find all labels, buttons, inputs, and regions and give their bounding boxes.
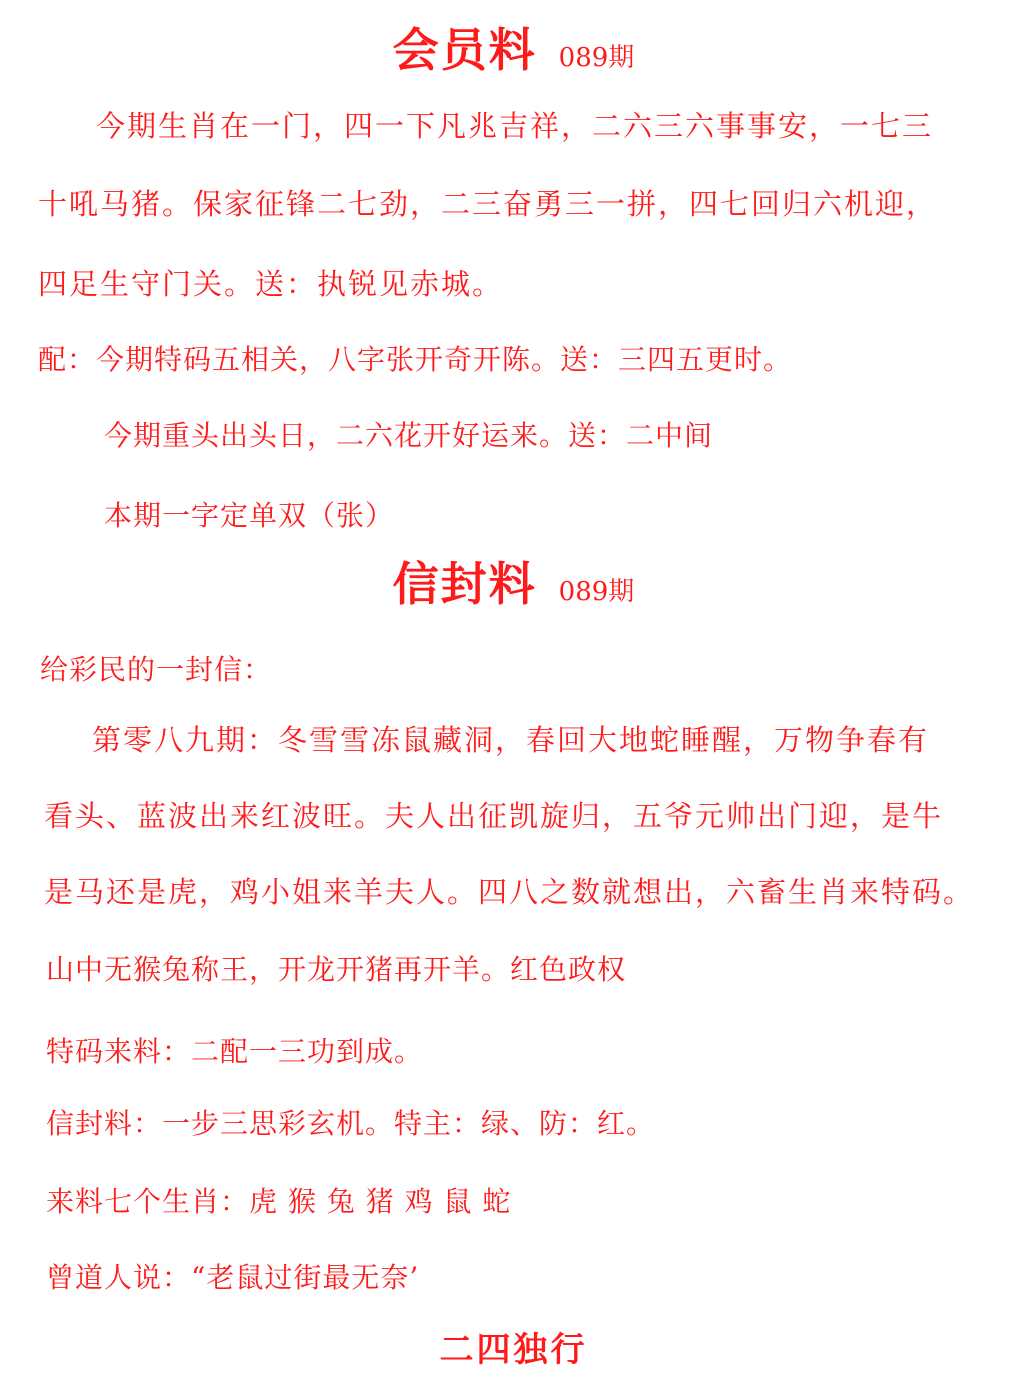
envelope-title-block <box>0 548 1027 614</box>
envelope-letter-line-1: 第零八九期：冬雪雪冻鼠藏洞，春回大地蛇睡醒，万物争春有 <box>92 723 930 757</box>
envelope-letter-line-2: 看头、蓝波出来红波旺。夫人出征凯旋归，五爷元帅出门迎，是牛 <box>44 799 944 833</box>
footer-title: 二四独行 <box>439 1330 588 1370</box>
member-head-line: 今期重头出头日，二六花开好运来。送：二中间 <box>104 419 714 452</box>
envelope-special-code: 特码来料：二配一三功到成。 <box>46 1035 424 1068</box>
envelope-taoist-saying: 曾道人说：“老鼠过街最无奈’ <box>46 1261 420 1294</box>
envelope-issue: 089期 <box>558 577 635 607</box>
member-pei-line: 配：今期特码五相关，八字张开奇开陈。送：三四五更时。 <box>38 343 793 376</box>
envelope-greeting: 给彩民的一封信： <box>40 653 273 686</box>
envelope-letter-line-3: 是马还是虎，鸡小姐来羊夫人。四八之数就想出，六畜生肖来特码。 <box>44 875 975 909</box>
envelope-seven-zodiac: 来料七个生肖：虎 猴 兔 猪 鸡 鼠 蛇 <box>46 1185 512 1218</box>
member-title: 会员料 <box>392 23 537 77</box>
member-para-line-3: 四足生守门关。送：执锐见赤城。 <box>38 267 504 301</box>
member-issue: 089期 <box>558 43 635 73</box>
envelope-letter-line-4: 山中无猴兔称王，开龙开猪再开羊。红色政权 <box>46 953 627 986</box>
member-para-line-2: 十吼马猪。保家征锋二七劲，二三奋勇三一拼，四七回归六机迎， <box>38 187 938 221</box>
member-single-double-line: 本期一字定单双（张） <box>104 499 395 532</box>
envelope-material: 信封料：一步三思彩玄机。特主：绿、防：红。 <box>46 1107 656 1140</box>
envelope-title: 信封料 <box>392 557 537 611</box>
member-title-block <box>0 14 1027 80</box>
member-para-line-1: 今期生肖在一门，四一下凡兆吉祥，二六三六事事安，一七三 <box>96 109 934 143</box>
